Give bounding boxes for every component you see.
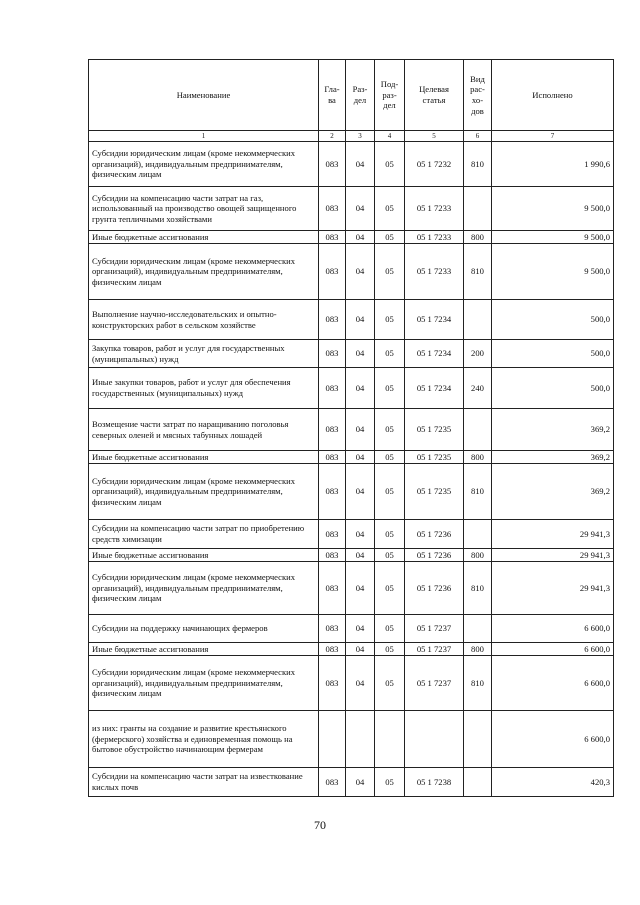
row-vid-cell: 810 (464, 656, 492, 711)
row-celevaya-cell: 05 1 7234 (405, 368, 464, 409)
row-podrazdel-cell (375, 711, 405, 768)
row-celevaya-cell: 05 1 7234 (405, 340, 464, 368)
row-name-cell: Субсидии юридическим лицам (кроме некоммерческих организаций), индивидуальным предпринимателям, физическим лицам (89, 244, 319, 300)
row-razdel-cell: 04 (346, 451, 375, 464)
table-row (89, 368, 614, 409)
row-vid-cell (464, 409, 492, 451)
row-glava-cell: 083 (319, 464, 346, 520)
row-celevaya-cell: 05 1 7236 (405, 562, 464, 615)
row-podrazdel-cell: 05 (375, 615, 405, 643)
row-celevaya-cell: 05 1 7235 (405, 451, 464, 464)
row-glava-cell: 083 (319, 656, 346, 711)
row-celevaya-cell: 05 1 7236 (405, 549, 464, 562)
row-name-cell: Выполнение научно-исследовательских и опытно-конструкторских работ в сельском хозяйстве (89, 300, 319, 340)
row-name-cell: из них: гранты на создание и развитие крестьянского (фермерского) хозяйства и единовременная помощь на бытовое обустройство начинающим фермерам (89, 711, 319, 768)
table-row (89, 300, 614, 340)
row-podrazdel-cell: 05 (375, 368, 405, 409)
row-razdel-cell: 04 (346, 656, 375, 711)
row-celevaya-cell: 05 1 7237 (405, 656, 464, 711)
row-ispolneno-cell: 9 500,0 (492, 187, 614, 231)
header-podrazdel: Под- раз- дел (375, 60, 405, 131)
row-podrazdel-cell: 05 (375, 549, 405, 562)
table-row (89, 231, 614, 244)
row-glava-cell: 083 (319, 520, 346, 549)
row-celevaya-cell: 05 1 7233 (405, 231, 464, 244)
row-name-cell: Иные бюджетные ассигнования (89, 231, 319, 244)
header-razdel: Раз- дел (346, 60, 375, 131)
column-number: 4 (375, 131, 405, 142)
row-ispolneno-cell: 29 941,3 (492, 520, 614, 549)
table-row (89, 187, 614, 231)
row-podrazdel-cell: 05 (375, 340, 405, 368)
row-vid-cell (464, 300, 492, 340)
row-ispolneno-cell: 500,0 (492, 300, 614, 340)
row-glava-cell: 083 (319, 231, 346, 244)
table-row (89, 549, 614, 562)
budget-table (88, 59, 614, 797)
row-name-cell: Субсидии на компенсацию части затрат на газ, использованный на производство овощей защищенного грунта тепличными хозяйствами (89, 187, 319, 231)
row-glava-cell: 083 (319, 409, 346, 451)
row-celevaya-cell: 05 1 7234 (405, 300, 464, 340)
row-glava-cell: 083 (319, 643, 346, 656)
row-vid-cell: 810 (464, 562, 492, 615)
page-number: 70 (314, 818, 326, 832)
header-celevaya-statya: Целевая статья (405, 60, 464, 131)
row-name-cell: Субсидии юридическим лицам (кроме некоммерческих организаций), индивидуальным предпринимателям, физическим лицам (89, 464, 319, 520)
row-razdel-cell: 04 (346, 768, 375, 797)
row-razdel-cell: 04 (346, 520, 375, 549)
row-vid-cell: 240 (464, 368, 492, 409)
row-glava-cell: 083 (319, 549, 346, 562)
row-podrazdel-cell: 05 (375, 656, 405, 711)
row-podrazdel-cell: 05 (375, 520, 405, 549)
row-celevaya-cell: 05 1 7237 (405, 615, 464, 643)
row-razdel-cell: 04 (346, 409, 375, 451)
table-row (89, 464, 614, 520)
row-name-cell: Субсидии на поддержку начинающих фермеров (89, 615, 319, 643)
column-number: 1 (89, 131, 319, 142)
row-vid-cell: 800 (464, 549, 492, 562)
row-podrazdel-cell: 05 (375, 643, 405, 656)
row-celevaya-cell: 05 1 7238 (405, 768, 464, 797)
row-glava-cell: 083 (319, 244, 346, 300)
table-row (89, 340, 614, 368)
row-celevaya-cell (405, 711, 464, 768)
row-glava-cell: 083 (319, 187, 346, 231)
row-glava-cell (319, 711, 346, 768)
row-ispolneno-cell: 9 500,0 (492, 244, 614, 300)
row-vid-cell (464, 615, 492, 643)
row-razdel-cell: 04 (346, 340, 375, 368)
row-razdel-cell: 04 (346, 231, 375, 244)
row-ispolneno-cell: 29 941,3 (492, 562, 614, 615)
column-number: 3 (346, 131, 375, 142)
row-ispolneno-cell: 29 941,3 (492, 549, 614, 562)
row-name-cell: Закупка товаров, работ и услуг для государственных (муниципальных) нужд (89, 340, 319, 368)
row-name-cell: Возмещение части затрат по наращиванию поголовья северных оленей и мясных табунных лошадей (89, 409, 319, 451)
row-ispolneno-cell: 369,2 (492, 409, 614, 451)
row-celevaya-cell: 05 1 7235 (405, 409, 464, 451)
table-row (89, 142, 614, 187)
row-glava-cell: 083 (319, 562, 346, 615)
row-ispolneno-cell: 500,0 (492, 368, 614, 409)
table-row (89, 244, 614, 300)
row-podrazdel-cell: 05 (375, 451, 405, 464)
table-row (89, 615, 614, 643)
row-razdel-cell: 04 (346, 187, 375, 231)
row-podrazdel-cell: 05 (375, 142, 405, 187)
row-razdel-cell: 04 (346, 464, 375, 520)
row-vid-cell (464, 520, 492, 549)
row-glava-cell: 083 (319, 768, 346, 797)
row-ispolneno-cell: 500,0 (492, 340, 614, 368)
row-glava-cell: 083 (319, 142, 346, 187)
row-razdel-cell: 04 (346, 562, 375, 615)
row-vid-cell: 800 (464, 451, 492, 464)
row-name-cell: Иные бюджетные ассигнования (89, 549, 319, 562)
row-razdel-cell: 04 (346, 368, 375, 409)
row-celevaya-cell: 05 1 7233 (405, 187, 464, 231)
row-name-cell: Иные закупки товаров, работ и услуг для обеспечения государственных (муниципальных) нужд (89, 368, 319, 409)
row-ispolneno-cell: 6 600,0 (492, 643, 614, 656)
row-celevaya-cell: 05 1 7232 (405, 142, 464, 187)
row-ispolneno-cell: 6 600,0 (492, 656, 614, 711)
row-glava-cell: 083 (319, 340, 346, 368)
row-vid-cell: 800 (464, 231, 492, 244)
row-name-cell: Иные бюджетные ассигнования (89, 643, 319, 656)
table-row (89, 656, 614, 711)
row-podrazdel-cell: 05 (375, 231, 405, 244)
row-name-cell: Субсидии юридическим лицам (кроме некоммерческих организаций), индивидуальным предпринимателям, физическим лицам (89, 656, 319, 711)
row-podrazdel-cell: 05 (375, 244, 405, 300)
column-number: 7 (492, 131, 614, 142)
header-ispolneno: Исполнено (492, 60, 614, 131)
table-row (89, 409, 614, 451)
table-row (89, 520, 614, 549)
row-glava-cell: 083 (319, 615, 346, 643)
row-glava-cell: 083 (319, 368, 346, 409)
header-name: Наименование (89, 60, 319, 131)
row-podrazdel-cell: 05 (375, 187, 405, 231)
column-number: 5 (405, 131, 464, 142)
row-name-cell: Субсидии юридическим лицам (кроме некоммерческих организаций), индивидуальным предпринимателям, физическим лицам (89, 562, 319, 615)
row-podrazdel-cell: 05 (375, 562, 405, 615)
row-vid-cell: 200 (464, 340, 492, 368)
row-razdel-cell: 04 (346, 244, 375, 300)
header-row (89, 60, 614, 131)
row-ispolneno-cell: 9 500,0 (492, 231, 614, 244)
table-row (89, 562, 614, 615)
header-vid-rashodov: Вид рас- хо- дов (464, 60, 492, 131)
row-razdel-cell: 04 (346, 643, 375, 656)
row-name-cell: Субсидии на компенсацию части затрат по приобретению средств химизации (89, 520, 319, 549)
row-celevaya-cell: 05 1 7236 (405, 520, 464, 549)
row-vid-cell (464, 187, 492, 231)
row-glava-cell: 083 (319, 300, 346, 340)
row-razdel-cell: 04 (346, 549, 375, 562)
row-ispolneno-cell: 6 600,0 (492, 615, 614, 643)
row-razdel-cell: 04 (346, 300, 375, 340)
row-ispolneno-cell: 369,2 (492, 464, 614, 520)
row-celevaya-cell: 05 1 7233 (405, 244, 464, 300)
row-ispolneno-cell: 6 600,0 (492, 711, 614, 768)
header-glava: Гла- ва (319, 60, 346, 131)
table-row (89, 451, 614, 464)
row-razdel-cell: 04 (346, 142, 375, 187)
row-ispolneno-cell: 369,2 (492, 451, 614, 464)
row-name-cell: Иные бюджетные ассигнования (89, 451, 319, 464)
row-vid-cell: 810 (464, 142, 492, 187)
row-ispolneno-cell: 1 990,6 (492, 142, 614, 187)
row-glava-cell: 083 (319, 451, 346, 464)
row-vid-cell (464, 768, 492, 797)
table-row (89, 711, 614, 768)
row-celevaya-cell: 05 1 7235 (405, 464, 464, 520)
row-podrazdel-cell: 05 (375, 300, 405, 340)
row-celevaya-cell: 05 1 7237 (405, 643, 464, 656)
row-podrazdel-cell: 05 (375, 768, 405, 797)
row-vid-cell: 810 (464, 244, 492, 300)
row-name-cell: Субсидии на компенсацию части затрат на известкование кислых почв (89, 768, 319, 797)
row-vid-cell: 810 (464, 464, 492, 520)
row-vid-cell: 800 (464, 643, 492, 656)
row-vid-cell (464, 711, 492, 768)
table-row (89, 768, 614, 797)
column-number: 2 (319, 131, 346, 142)
column-number: 6 (464, 131, 492, 142)
table-row (89, 643, 614, 656)
row-podrazdel-cell: 05 (375, 464, 405, 520)
row-ispolneno-cell: 420,3 (492, 768, 614, 797)
row-podrazdel-cell: 05 (375, 409, 405, 451)
column-numbers-row (89, 131, 614, 142)
row-razdel-cell: 04 (346, 615, 375, 643)
row-razdel-cell (346, 711, 375, 768)
row-name-cell: Субсидии юридическим лицам (кроме некоммерческих организаций), индивидуальным предпринимателям, физическим лицам (89, 142, 319, 187)
